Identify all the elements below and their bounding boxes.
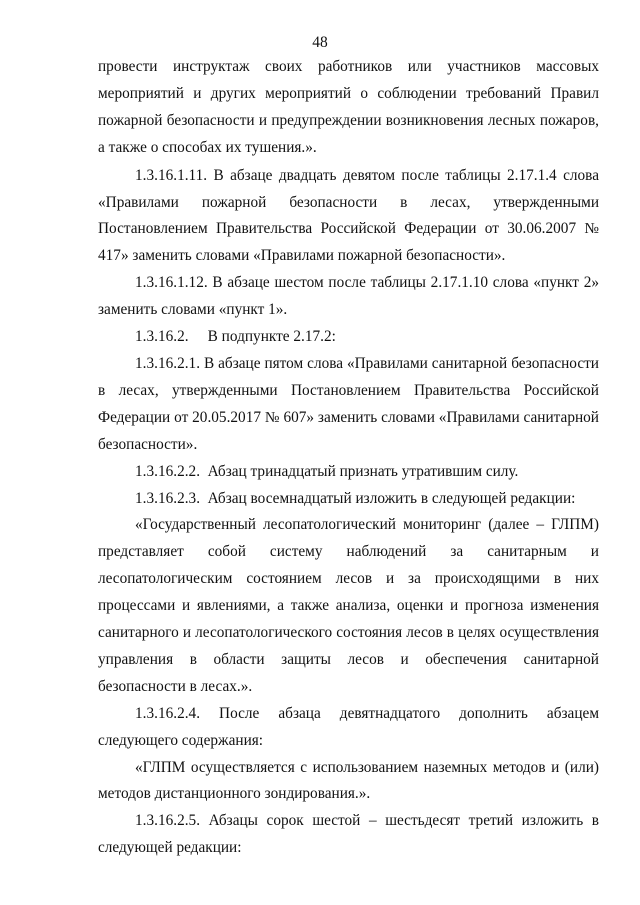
- paragraph-item-1-3-16-1-12: 1.3.16.1.12. В абзаце шестом после таблицы 2.17.1.10 слова «пункт 2» заменить словами «пункт 1».: [98, 274, 599, 319]
- paragraph-item-1-3-16-1-11: 1.3.16.1.11. В абзаце двадцать девятом после таблицы 2.17.1.4 слова «Правилами пожарной безопасности в лесах, утвержденными Постановлением Правительства Российской Федерации от 30.06.2007 № 417» заменить словами «Правилами пожарной безопасности».: [98, 166, 599, 265]
- document-body: [98, 54, 599, 862]
- paragraph-item-1-3-16-2-1: 1.3.16.2.1. В абзаце пятом слова «Правилами санитарной безопасности в лесах, утвержденными Постановлением Правительства Российской Федерации от 20.05.2017 № 607» заменить словами «Правилами санитарной безопасности».: [98, 354, 599, 453]
- paragraph-quoted-glpm-methods: «ГЛПМ осуществляется с использованием наземных методов и (или) методов дистанционного зондирования.».: [98, 758, 599, 803]
- paragraph-item-1-3-16-2-2: 1.3.16.2.2. Абзац тринадцатый признать утратившим силу.: [135, 462, 519, 480]
- page-number: 48: [312, 34, 328, 51]
- paragraph-quoted-glpm-definition: «Государственный лесопатологический мониторинг (далее – ГЛПМ) представляет собой систему наблюдений за санитарным и лесопатологическим состоянием лесов и за происходящими в них процессами и явлениями, а также анализа, оценки и прогноза изменения санитарного и лесопатологического состояния лесов в целях осуществления управления в области защиты лесов и обеспечения санитарной безопасности в лесах.».: [98, 516, 599, 695]
- paragraph-item-1-3-16-2-5: 1.3.16.2.5. Абзацы сорок шестой – шестьдесят третий изложить в следующей редакции:: [98, 812, 599, 857]
- paragraph-item-1-3-16-2: 1.3.16.2. В подпункте 2.17.2:: [135, 328, 336, 346]
- paragraph-item-1-3-16-2-4: 1.3.16.2.4. После абзаца девятнадцатого дополнить абзацем следующего содержания:: [98, 704, 599, 749]
- paragraph-continuation: провести инструктаж своих работников или участников массовых мероприятий и других мероприятий о соблюдении требований Правил пожарной безопасности и предупреждении возникновения лесных пожаров, а также о способах их тушения.».: [98, 58, 599, 156]
- paragraph-item-1-3-16-2-3: 1.3.16.2.3. Абзац восемнадцатый изложить в следующей редакции:: [135, 489, 576, 507]
